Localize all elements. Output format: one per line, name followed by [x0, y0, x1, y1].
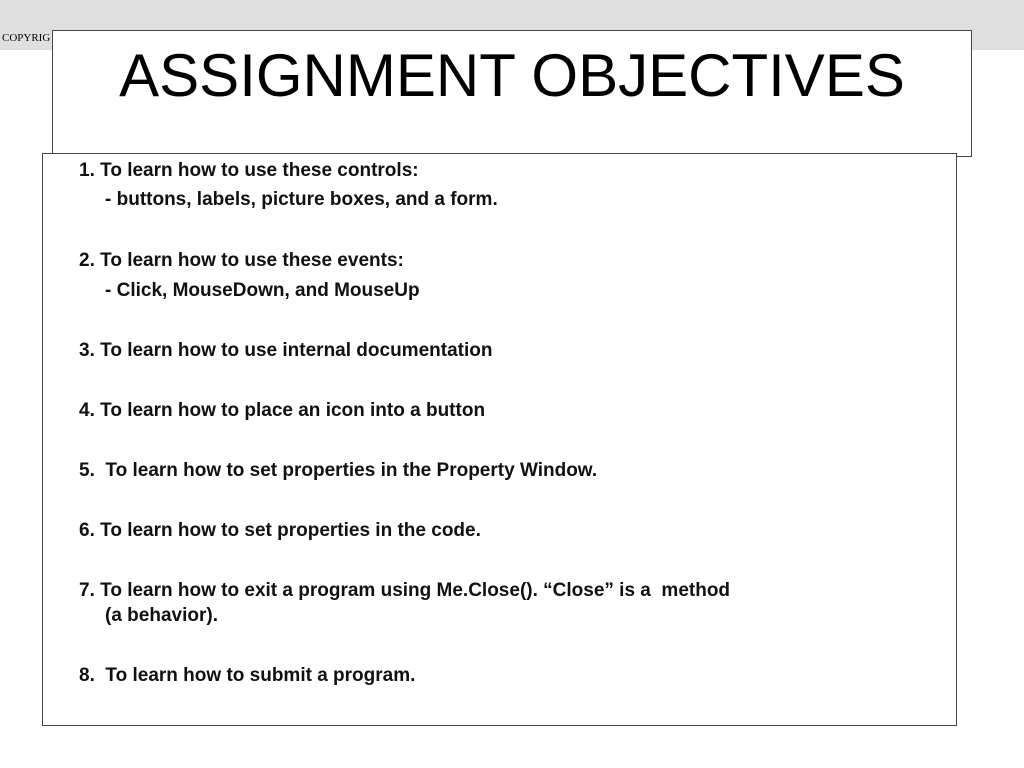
objective-1: 1. To learn how to use these controls:	[79, 160, 419, 181]
objective-7: 7. To learn how to exit a program using Me.Close(). “Close” is a method	[79, 580, 731, 601]
copyright-text: COPYRIG	[2, 32, 51, 44]
objective-2: 2. To learn how to use these events:	[79, 250, 404, 271]
slide-title: ASSIGNMENT OBJECTIVES	[119, 42, 905, 109]
objective-1-detail: - buttons, labels, picture boxes, and a form.	[105, 189, 498, 210]
objective-2-detail: - Click, MouseDown, and MouseUp	[105, 280, 420, 301]
title-box	[52, 30, 972, 157]
objective-4: 4. To learn how to place an icon into a button	[79, 400, 486, 421]
objectives-box	[42, 153, 957, 726]
objective-7-detail: (a behavior).	[105, 605, 218, 626]
objective-6: 6. To learn how to set properties in the code.	[79, 520, 481, 541]
objective-3: 3. To learn how to use internal documentation	[79, 340, 493, 361]
objective-8: 8. To learn how to submit a program.	[79, 665, 416, 686]
objective-5: 5. To learn how to set properties in the Property Window.	[79, 460, 598, 481]
